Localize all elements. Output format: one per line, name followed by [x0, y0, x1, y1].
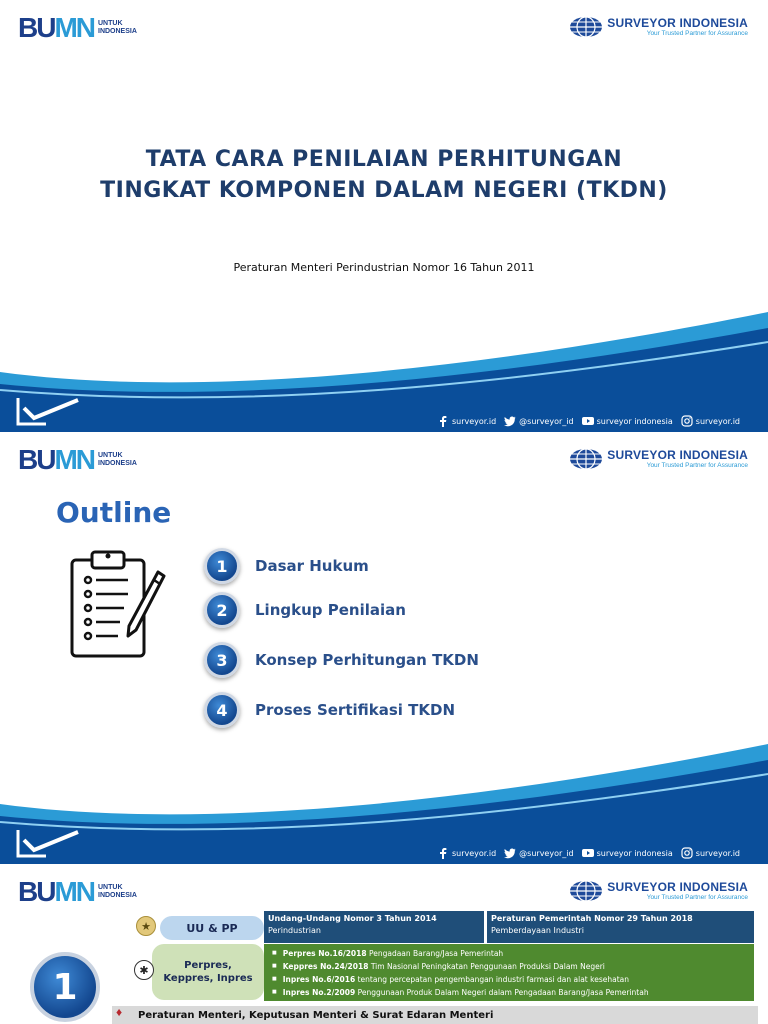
number-badge: 4 [204, 692, 240, 728]
bumn-logo [18, 878, 137, 906]
regulation-item: ■ Perpres No.16/2018 Pengadaan Barang/Jasa Pemerintah [272, 947, 746, 960]
outline-item-1[interactable] [204, 548, 369, 584]
number-badge: 3 [204, 642, 240, 678]
social-links [437, 415, 740, 427]
outline-item-label: Dasar Hukum [255, 557, 369, 575]
social-instagram[interactable]: surveyor.id [681, 415, 740, 427]
slide-subtitle: Peraturan Menteri Perindustrian Nomor 16 Tahun 2011 [233, 261, 535, 274]
outline-item-2[interactable] [204, 592, 406, 628]
instagram-icon [681, 847, 693, 859]
bumn-logo-subtext: UNTUK INDONESIA [98, 884, 137, 899]
youtube-icon [582, 415, 594, 427]
bumn-logo [18, 446, 137, 474]
bumn-logo [18, 14, 137, 42]
instagram-icon [681, 415, 693, 427]
number-badge: 2 [204, 592, 240, 628]
social-twitter[interactable]: @surveyor_id [504, 415, 573, 427]
facebook-icon [437, 415, 449, 427]
footer-wave [0, 744, 768, 864]
section-number-badge: 1 [30, 952, 100, 1022]
surveyor-indonesia-logo [569, 16, 748, 38]
bumn-logo-subtext: UNTUK INDONESIA [98, 452, 137, 467]
twitter-icon [504, 847, 516, 859]
slide-dasar-hukum [0, 864, 768, 1024]
surveyor-indonesia-logo: SURVEYOR INDONESIA Your Trusted Partner for Assurance [569, 448, 748, 470]
globe-icon [569, 880, 603, 902]
surveyor-name: SURVEYOR INDONESIA [607, 15, 748, 30]
globe-icon [569, 448, 603, 470]
regulation-item: ■ Keppres No.24/2018 Tim Nasional Peningkatan Penggunaan Produksi Dalam Negeri [272, 960, 746, 973]
social-twitter[interactable]: @surveyor_id [504, 847, 573, 859]
bumn-logo-text: BUMN [18, 12, 94, 43]
slide-outline [0, 432, 768, 864]
outline-item-label: Lingkup Penilaian [255, 601, 406, 619]
surveyor-tagline: Your Trusted Partner for Assurance [646, 29, 748, 37]
regulation-list [264, 944, 754, 1001]
pp-box: Peraturan Pemerintah Nomor 29 Tahun 2018 Pemberdayaan Industri [487, 911, 754, 943]
uu-pp-label: UU & PP [160, 916, 264, 940]
star-emblem-icon: ✱ [134, 960, 154, 980]
outline-item-4[interactable] [204, 692, 455, 728]
ministerial-regulation-bar: Peraturan Menteri, Keputusan Menteri & Surat Edaran Menteri [112, 1006, 758, 1024]
twitter-icon [504, 415, 516, 427]
slide-title-heading: TATA CARA PENILAIAN PERHITUNGAN TINGKAT KOMPONEN DALAM NEGERI (TKDN) [100, 147, 668, 203]
surveyor-indonesia-logo: SURVEYOR INDONESIA Your Trusted Partner for Assurance [569, 880, 748, 902]
garuda-emblem-icon: ★ [136, 916, 156, 936]
bumn-logo-text: BUMN [18, 876, 94, 907]
social-facebook[interactable]: surveyor.id [437, 415, 496, 427]
number-badge: 1 [204, 548, 240, 584]
regulation-item: ■ Inpres No.6/2016 tentang percepatan pengembangan industri farmasi dan alat kesehatan [272, 973, 746, 986]
social-youtube[interactable]: surveyor indonesia [582, 847, 673, 859]
social-facebook[interactable]: surveyor.id [437, 847, 496, 859]
social-youtube[interactable]: surveyor indonesia [582, 415, 673, 427]
outline-item-label: Proses Sertifikasi TKDN [255, 701, 456, 719]
globe-icon [569, 16, 603, 38]
social-links [437, 847, 740, 859]
bumn-logo-text: BUMN [18, 444, 94, 475]
footer-wave [0, 312, 768, 432]
facebook-icon [437, 847, 449, 859]
uu-box: Undang-Undang Nomor 3 Tahun 2014 Perindustrian [264, 911, 484, 943]
social-instagram[interactable]: surveyor.id [681, 847, 740, 859]
outline-item-label: Konsep Perhitungan TKDN [255, 651, 479, 669]
perpres-label: Perpres, Keppres, Inpres [152, 944, 264, 1000]
regulation-item: ■ Inpres No.2/2009 Penggunaan Produk Dalam Negeri dalam Pengadaan Barang/Jasa Pemerintah [272, 986, 746, 999]
clipboard-checklist-icon [66, 548, 170, 660]
check-logo-icon [16, 826, 80, 858]
bumn-logo-subtext: UNTUK INDONESIA [98, 20, 137, 35]
outline-heading: Outline [56, 496, 172, 529]
youtube-icon [582, 847, 594, 859]
slide-title [0, 0, 768, 432]
garuda-icon: ♦ [116, 1005, 123, 1019]
outline-item-3[interactable] [204, 642, 479, 678]
check-logo-icon [16, 394, 80, 426]
